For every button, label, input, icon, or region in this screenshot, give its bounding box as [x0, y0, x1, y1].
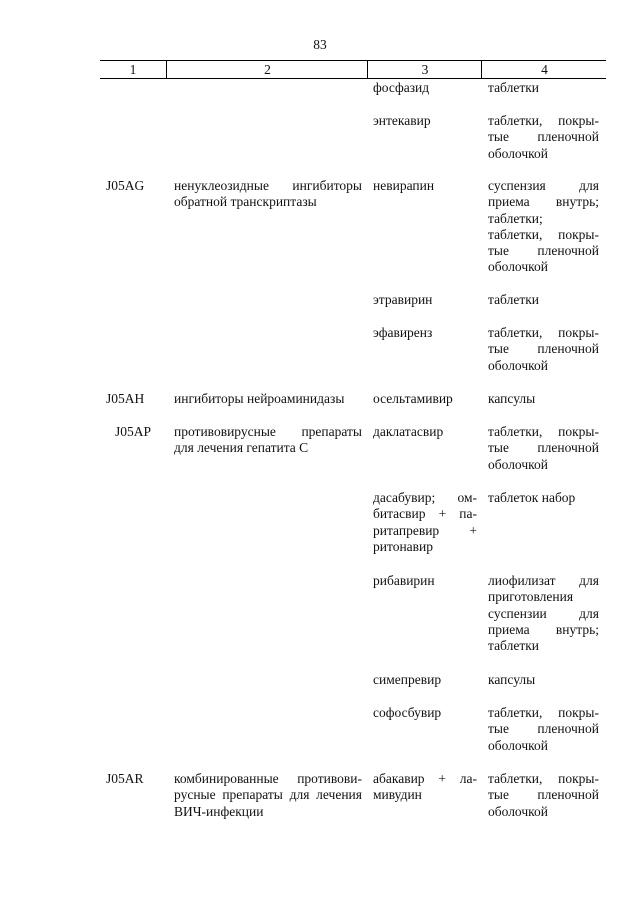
form-line: таблетки, покры- — [488, 113, 599, 128]
drug-name — [373, 705, 477, 721]
dosage-form — [488, 113, 599, 162]
form-line: оболочкой — [488, 456, 548, 472]
form-line: таблетки — [488, 638, 540, 654]
form-line: приема внутрь; — [488, 621, 599, 637]
dosage-form — [488, 672, 599, 688]
group-line: ненуклеозидные ингибиторы — [174, 178, 362, 193]
form-line: капсулы — [488, 672, 536, 687]
drug-line: битасвир + па- — [373, 506, 477, 522]
form-line: таблетки, покры- — [488, 325, 599, 340]
form-line: таблетки — [488, 80, 540, 95]
form-line: оболочкой — [488, 357, 548, 373]
column-header-2: 2 — [166, 61, 368, 78]
column-header-3: 3 — [367, 61, 482, 78]
drug-line: энтекавир — [373, 113, 431, 128]
form-line: суспензии для — [488, 605, 599, 621]
form-line: тые пленочной — [488, 243, 599, 259]
form-line: таблетки, покры- — [488, 705, 599, 720]
drug-line: мивудин — [373, 787, 422, 803]
atc-code: J05AP — [115, 424, 152, 439]
form-line: оболочкой — [488, 145, 548, 161]
dosage-form — [488, 424, 599, 473]
pharmacological-group — [174, 391, 362, 407]
group-line: противовирусные препараты — [174, 424, 362, 439]
drug-name — [373, 573, 477, 589]
form-line: приготовления — [488, 589, 574, 605]
drug-line: абакавир + ла- — [373, 771, 477, 786]
form-line: тые пленочной — [488, 341, 599, 357]
page-number: 83 — [313, 37, 327, 52]
form-line: оболочкой — [488, 803, 548, 819]
column-header-4: 4 — [481, 61, 607, 78]
table-header — [100, 60, 606, 79]
drug-name — [373, 771, 477, 804]
group-line: для лечения гепатита С — [174, 440, 309, 456]
form-line: таблетки — [488, 292, 540, 307]
atc-code: J05AR — [106, 771, 144, 786]
atc-code: J05AH — [106, 391, 145, 406]
form-line: таблетки, покры- — [488, 424, 599, 439]
drug-line: дасабувир; ом- — [373, 490, 477, 505]
drug-line: даклатасвир — [373, 424, 444, 439]
dosage-form — [488, 490, 599, 506]
form-line: суспензия для — [488, 178, 599, 193]
form-line: капсулы — [488, 391, 536, 406]
dosage-form — [488, 391, 599, 407]
drug-name — [373, 178, 477, 194]
drug-name — [373, 113, 477, 129]
drug-line: невирапин — [373, 178, 435, 193]
drug-name — [373, 490, 477, 555]
drug-line: ритонавир — [373, 538, 434, 554]
drug-line: фосфазид — [373, 80, 430, 95]
dosage-form — [488, 178, 599, 276]
group-line: комбинированные противови- — [174, 771, 362, 786]
dosage-form — [488, 292, 599, 308]
column-header-1: 1 — [129, 62, 137, 77]
form-line: таблеток набор — [488, 490, 576, 505]
atc-code: J05AG — [106, 178, 145, 193]
drug-line: ритапревир + — [373, 522, 477, 538]
drug-name — [373, 292, 477, 308]
drug-line: рибавирин — [373, 573, 435, 588]
form-line: лиофилизат для — [488, 573, 599, 588]
form-line: тые пленочной — [488, 787, 599, 803]
form-line: таблетки; — [488, 210, 543, 226]
form-line: тые пленочной — [488, 721, 599, 737]
dosage-form — [488, 80, 599, 96]
form-line: оболочкой — [488, 737, 548, 753]
drug-line: симепревир — [373, 672, 442, 687]
form-line: тые пленочной — [488, 440, 599, 456]
drug-name — [373, 325, 477, 341]
group-line: ВИЧ-инфекции — [174, 803, 264, 819]
dosage-form — [488, 325, 599, 374]
group-line: обратной транскриптазы — [174, 194, 317, 210]
pharmacological-group — [174, 424, 362, 457]
pharmacological-group — [174, 771, 362, 820]
drug-name — [373, 424, 477, 440]
form-line: приема внутрь; — [488, 194, 599, 210]
form-line: таблетки, покры- — [488, 771, 599, 786]
group-line: ингибиторы нейроаминидазы — [174, 391, 345, 406]
drug-line: софосбувир — [373, 705, 442, 720]
drug-name — [373, 391, 477, 407]
drug-line: этравирин — [373, 292, 433, 307]
form-line: оболочкой — [488, 259, 548, 275]
drug-name — [373, 80, 477, 96]
dosage-form — [488, 705, 599, 754]
group-line: русные препараты для лечения — [174, 787, 362, 803]
drug-name — [373, 672, 477, 688]
dosage-form — [488, 573, 599, 654]
drug-line: осельтамивир — [373, 391, 453, 406]
dosage-form — [488, 771, 599, 820]
drug-line: эфавиренз — [373, 325, 433, 340]
form-line: таблетки, покры- — [488, 226, 599, 242]
form-line: тые пленочной — [488, 129, 599, 145]
pharmacological-group — [174, 178, 362, 211]
